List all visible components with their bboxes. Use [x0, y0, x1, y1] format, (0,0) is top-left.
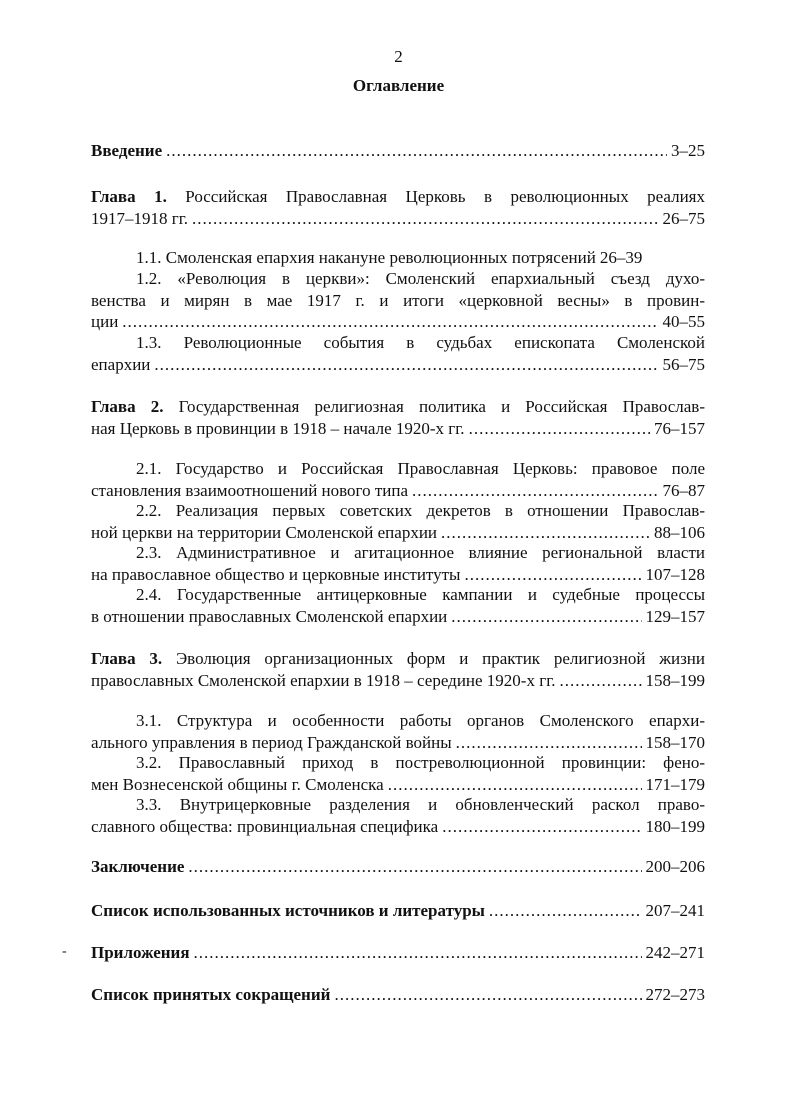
entry-pages: 129–157 — [645, 606, 705, 626]
entry-label: Список использованных источников и литературы — [91, 901, 485, 920]
toc-entry-conclusion[interactable] — [91, 856, 705, 878]
chapter-heading-last-line — [91, 670, 705, 692]
toc-section-3-2[interactable] — [91, 752, 705, 795]
chapter-title-part: Российская Православная Церковь в революционных реалиях — [185, 187, 705, 206]
section-line: 3.3. Внутрицерковные разделения и обновленческий раскол право- — [136, 795, 705, 814]
margin-mark: - — [62, 944, 67, 959]
toc-section-2-3[interactable] — [91, 542, 705, 585]
toc-entry-appendices[interactable] — [91, 942, 705, 964]
section-line: 2.2. Реализация первых советских декретов в отношении Православ- — [136, 501, 705, 520]
chapter-heading-last-line — [91, 208, 705, 230]
chapter-label: Глава 3. — [91, 649, 163, 668]
dot-leader — [188, 856, 641, 878]
entry-pages: 56–75 — [662, 354, 705, 374]
section-title-part: мен Вознесенской общины г. Смоленска — [91, 774, 384, 794]
entry-pages: 171–179 — [645, 774, 705, 794]
entry-pages: 180–199 — [645, 816, 705, 836]
entry-pages: 26–39 — [599, 248, 643, 267]
entry-label: Список принятых сокращений — [91, 985, 331, 1004]
section-title-part: епархии — [91, 354, 151, 374]
section-title: 1.1. Смоленская епархия накануне революционных потрясений — [136, 248, 596, 267]
dot-leader — [194, 942, 642, 964]
section-line: 1.2. «Революция в церкви»: Смоленский епархиальный съезд духо- — [136, 269, 705, 288]
section-last-line — [91, 311, 705, 333]
dot-leader — [464, 564, 641, 586]
toc-section-1-3[interactable] — [91, 332, 705, 375]
entry-pages: 158–199 — [645, 670, 705, 690]
toc-section-2-4[interactable] — [91, 584, 705, 627]
toc-section-2-1[interactable] — [91, 458, 705, 501]
section-line: 2.4. Государственные антицерковные кампании и судебные процессы — [136, 585, 705, 604]
section-last-line — [91, 816, 705, 838]
dot-leader — [122, 311, 658, 333]
chapter-label: Глава 1. — [91, 187, 167, 206]
page-number: 2 — [394, 47, 403, 66]
entry-pages: 26–75 — [662, 208, 705, 228]
chapter-heading-last-line — [91, 418, 705, 440]
section-last-line — [91, 606, 705, 628]
dot-leader — [388, 774, 642, 796]
chapter-heading-line — [91, 186, 705, 208]
entry-pages: 207–241 — [645, 901, 705, 920]
section-line: 3.1. Структура и особенности работы органов Смоленского епархи- — [136, 711, 705, 730]
dot-leader — [412, 480, 658, 502]
entry-label: Заключение — [91, 857, 185, 876]
section-line: 1.3. Революционные события в судьбах епископата Смоленской — [136, 333, 705, 352]
toc-entry-chapter-2[interactable] — [91, 396, 705, 439]
section-last-line — [91, 354, 705, 376]
section-last-line — [91, 480, 705, 502]
section-title-part: становления взаимоотношений нового типа — [91, 480, 409, 500]
section-last-line — [91, 774, 705, 796]
dot-leader — [192, 208, 658, 230]
chapter-heading-line — [91, 648, 705, 670]
dot-leader — [166, 140, 667, 162]
dot-leader — [441, 522, 650, 544]
toc-entry-chapter-3[interactable] — [91, 648, 705, 691]
section-title-part: на православное общество и церковные институты — [91, 564, 461, 584]
entry-label: Приложения — [91, 943, 190, 962]
entry-pages: 76–157 — [654, 418, 705, 438]
chapter-heading-line — [91, 396, 705, 418]
section-last-line — [91, 732, 705, 754]
dot-leader — [334, 984, 641, 1006]
toc-section-2-2[interactable] — [91, 500, 705, 543]
entry-pages: 3–25 — [671, 141, 705, 160]
entry-pages: 200–206 — [645, 857, 705, 876]
chapter-title-part: Эволюция организационных форм и практик религиозной жизни — [175, 649, 705, 668]
section-line: венства и мирян в мае 1917 г. и итоги «церковной весны» в провин- — [91, 290, 705, 310]
section-last-line — [91, 564, 705, 586]
entry-pages: 158–170 — [645, 732, 705, 752]
toc-entry-chapter-1[interactable] — [91, 186, 705, 229]
section-title-part: ной церкви на территории Смоленской епархии — [91, 522, 438, 542]
dot-leader — [442, 816, 641, 838]
toc-section-3-3[interactable] — [91, 794, 705, 837]
dot-leader — [154, 354, 658, 376]
chapter-title-part: ная Церковь в провинции в 1918 – начале 1920-х гг. — [91, 418, 465, 438]
dot-leader — [489, 900, 642, 922]
section-title-part: славного общества: провинциальная специфика — [91, 816, 439, 836]
section-last-line — [91, 522, 705, 544]
dot-leader — [560, 670, 642, 692]
toc-entry-abbreviations[interactable] — [91, 984, 705, 1006]
toc-section-3-1[interactable] — [91, 710, 705, 753]
entry-label: Введение — [91, 141, 163, 160]
toc-entry-introduction[interactable] — [91, 140, 705, 162]
entry-pages: 272–273 — [645, 985, 705, 1004]
dot-leader — [456, 732, 642, 754]
page-title: Оглавление — [352, 76, 445, 95]
section-line — [91, 247, 705, 269]
chapter-label: Глава 2. — [91, 397, 164, 416]
section-line: 2.3. Административное и агитационное влияние региональной власти — [136, 543, 705, 562]
entry-pages: 242–271 — [645, 943, 705, 962]
toc-entry-sources[interactable] — [91, 900, 705, 922]
dot-leader — [469, 418, 650, 440]
toc-section-1-1[interactable] — [91, 247, 705, 269]
entry-pages: 88–106 — [654, 522, 705, 542]
chapter-title-part: православных Смоленской епархии в 1918 – середине 1920-х гг. — [91, 670, 556, 690]
section-title-part: ции — [91, 312, 119, 331]
entry-pages: 107–128 — [645, 564, 705, 584]
chapter-title-part: Государственная религиозная политика и Российская Православ- — [178, 397, 705, 416]
toc-section-1-2[interactable] — [91, 268, 705, 333]
section-line: 3.2. Православный приход в постреволюционной провинции: фено- — [136, 753, 705, 772]
section-title-part: ального управления в период Гражданской войны — [91, 732, 452, 752]
dot-leader — [451, 606, 641, 628]
section-title-part: в отношении православных Смоленской епархии — [91, 606, 448, 626]
entry-pages: 40–55 — [662, 312, 705, 331]
section-line: 2.1. Государство и Российская Православная Церковь: правовое поле — [136, 459, 705, 478]
chapter-title-part: 1917–1918 гг. — [91, 208, 189, 228]
entry-pages: 76–87 — [662, 480, 705, 500]
